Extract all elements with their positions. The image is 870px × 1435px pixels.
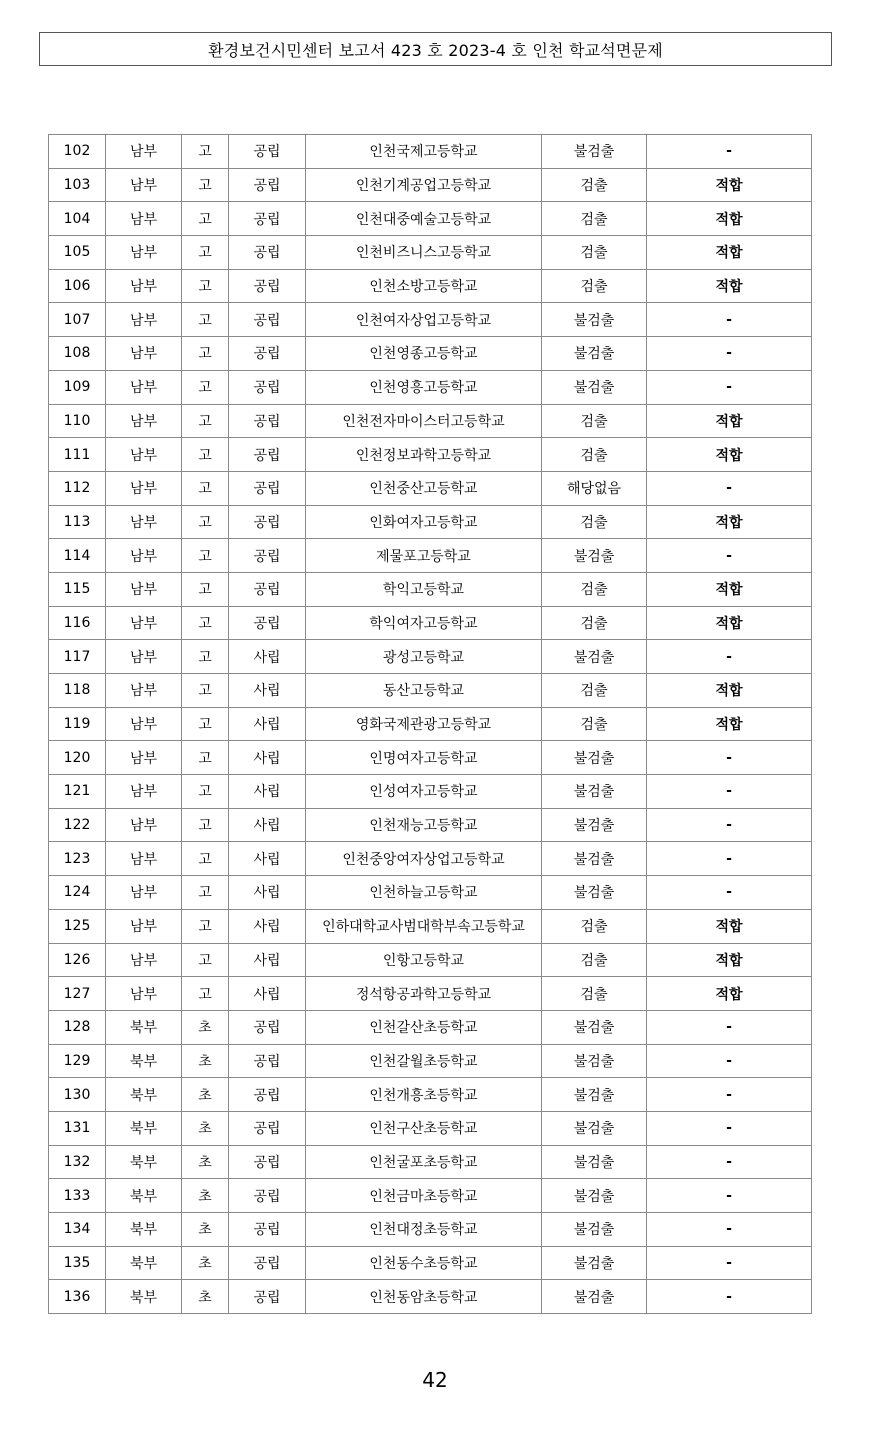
table-row [49,572,812,606]
table-row [49,1145,812,1179]
row-number-cell: 135 [49,1246,106,1280]
school-level-cell: 고 [182,404,229,438]
table-row [49,1246,812,1280]
region-cell: 남부 [106,202,182,236]
region-cell: 남부 [106,135,182,169]
region-cell: 남부 [106,909,182,943]
row-number-cell: 125 [49,909,106,943]
row-number-cell: 122 [49,808,106,842]
school-level-cell: 고 [182,135,229,169]
region-cell: 북부 [106,1246,182,1280]
table-row [49,606,812,640]
school-name-cell: 인천기계공업고등학교 [306,168,542,202]
region-cell: 남부 [106,168,182,202]
table-row [49,370,812,404]
suitability-cell: 적합 [647,505,812,539]
region-cell: 북부 [106,1179,182,1213]
row-number-cell: 117 [49,640,106,674]
row-number-cell: 126 [49,943,106,977]
row-number-cell: 107 [49,303,106,337]
school-level-cell: 고 [182,640,229,674]
table-row [49,1078,812,1112]
row-number-cell: 131 [49,1111,106,1145]
school-name-cell: 인천갈월초등학교 [306,1044,542,1078]
detection-status-cell: 검출 [542,909,647,943]
region-cell: 남부 [106,640,182,674]
table-row [49,640,812,674]
school-level-cell: 고 [182,775,229,809]
school-level-cell: 고 [182,741,229,775]
school-level-cell: 고 [182,303,229,337]
detection-status-cell: 불검출 [542,1280,647,1314]
ownership-cell: 공립 [229,1145,306,1179]
suitability-cell: - [647,741,812,775]
suitability-cell: 적합 [647,202,812,236]
row-number-cell: 112 [49,471,106,505]
detection-status-cell: 검출 [542,606,647,640]
detection-status-cell: 검출 [542,438,647,472]
report-header [39,32,832,66]
ownership-cell: 사립 [229,876,306,910]
school-name-cell: 영화국제관광고등학교 [306,707,542,741]
region-cell: 남부 [106,370,182,404]
ownership-cell: 사립 [229,909,306,943]
row-number-cell: 134 [49,1213,106,1247]
region-cell: 남부 [106,876,182,910]
table-row [49,842,812,876]
table-row [49,539,812,573]
suitability-cell: - [647,471,812,505]
ownership-cell: 사립 [229,741,306,775]
detection-status-cell: 불검출 [542,876,647,910]
region-cell: 북부 [106,1111,182,1145]
school-level-cell: 초 [182,1179,229,1213]
ownership-cell: 사립 [229,808,306,842]
table-row [49,1010,812,1044]
ownership-cell: 공립 [229,606,306,640]
suitability-cell: - [647,370,812,404]
school-level-cell: 고 [182,808,229,842]
ownership-cell: 공립 [229,1213,306,1247]
suitability-cell: 적합 [647,606,812,640]
detection-status-cell: 불검출 [542,1246,647,1280]
school-level-cell: 고 [182,876,229,910]
table-row [49,943,812,977]
detection-status-cell: 검출 [542,202,647,236]
table-row [49,337,812,371]
suitability-cell: - [647,775,812,809]
region-cell: 남부 [106,741,182,775]
region-cell: 남부 [106,269,182,303]
suitability-cell: 적합 [647,269,812,303]
suitability-cell: - [647,135,812,169]
school-level-cell: 고 [182,707,229,741]
school-level-cell: 초 [182,1246,229,1280]
table-row [49,404,812,438]
detection-status-cell: 검출 [542,707,647,741]
region-cell: 북부 [106,1213,182,1247]
table-row [49,236,812,270]
detection-status-cell: 검출 [542,269,647,303]
ownership-cell: 공립 [229,1078,306,1112]
region-cell: 남부 [106,977,182,1011]
suitability-cell: - [647,1111,812,1145]
detection-status-cell: 검출 [542,404,647,438]
table-row [49,303,812,337]
region-cell: 남부 [106,606,182,640]
detection-status-cell: 불검출 [542,1044,647,1078]
region-cell: 북부 [106,1280,182,1314]
table-row [49,741,812,775]
table-row [49,471,812,505]
suitability-cell: - [647,1078,812,1112]
detection-status-cell: 불검출 [542,1078,647,1112]
ownership-cell: 사립 [229,640,306,674]
school-level-cell: 초 [182,1280,229,1314]
detection-status-cell: 해당없음 [542,471,647,505]
suitability-cell: - [647,808,812,842]
school-name-cell: 인천갈산초등학교 [306,1010,542,1044]
region-cell: 남부 [106,471,182,505]
ownership-cell: 공립 [229,1044,306,1078]
school-level-cell: 고 [182,505,229,539]
school-level-cell: 고 [182,606,229,640]
school-name-cell: 인천대중예술고등학교 [306,202,542,236]
detection-status-cell: 불검출 [542,640,647,674]
suitability-cell: - [647,303,812,337]
school-level-cell: 고 [182,438,229,472]
school-name-cell: 인천재능고등학교 [306,808,542,842]
school-name-cell: 인천구산초등학교 [306,1111,542,1145]
school-level-cell: 고 [182,202,229,236]
table-row [49,775,812,809]
suitability-cell: - [647,539,812,573]
ownership-cell: 공립 [229,1246,306,1280]
school-level-cell: 고 [182,337,229,371]
suitability-cell: - [647,1044,812,1078]
ownership-cell: 공립 [229,1010,306,1044]
table-row [49,1179,812,1213]
school-name-cell: 인하대학교사범대학부속고등학교 [306,909,542,943]
row-number-cell: 106 [49,269,106,303]
table-row [49,1280,812,1314]
school-name-cell: 광성고등학교 [306,640,542,674]
detection-status-cell: 불검출 [542,1111,647,1145]
school-name-cell: 인천영흥고등학교 [306,370,542,404]
detection-status-cell: 불검출 [542,370,647,404]
region-cell: 남부 [106,674,182,708]
ownership-cell: 공립 [229,572,306,606]
detection-status-cell: 불검출 [542,303,647,337]
suitability-cell: - [647,1010,812,1044]
row-number-cell: 136 [49,1280,106,1314]
school-name-cell: 인천하늘고등학교 [306,876,542,910]
detection-status-cell: 불검출 [542,1179,647,1213]
region-cell: 남부 [106,842,182,876]
school-name-cell: 인천대정초등학교 [306,1213,542,1247]
row-number-cell: 128 [49,1010,106,1044]
suitability-cell: 적합 [647,707,812,741]
school-name-cell: 인천동수초등학교 [306,1246,542,1280]
table-row [49,707,812,741]
school-level-cell: 초 [182,1010,229,1044]
detection-status-cell: 검출 [542,236,647,270]
school-name-cell: 인천전자마이스터고등학교 [306,404,542,438]
ownership-cell: 공립 [229,135,306,169]
region-cell: 남부 [106,808,182,842]
school-name-cell: 학익여자고등학교 [306,606,542,640]
row-number-cell: 120 [49,741,106,775]
detection-status-cell: 불검출 [542,842,647,876]
table-row [49,808,812,842]
row-number-cell: 130 [49,1078,106,1112]
region-cell: 북부 [106,1145,182,1179]
suitability-cell: - [647,842,812,876]
detection-status-cell: 검출 [542,943,647,977]
school-name-cell: 인화여자고등학교 [306,505,542,539]
report-title: 환경보건시민센터 보고서 423 호 2023-4 호 인천 학교석면문제 [208,40,663,60]
detection-status-cell: 불검출 [542,539,647,573]
suitability-cell: 적합 [647,236,812,270]
school-level-cell: 고 [182,236,229,270]
school-name-cell: 학익고등학교 [306,572,542,606]
row-number-cell: 116 [49,606,106,640]
suitability-cell: - [647,1213,812,1247]
row-number-cell: 115 [49,572,106,606]
ownership-cell: 공립 [229,471,306,505]
row-number-cell: 119 [49,707,106,741]
suitability-cell: 적합 [647,674,812,708]
table-row [49,269,812,303]
school-level-cell: 초 [182,1213,229,1247]
row-number-cell: 123 [49,842,106,876]
school-name-cell: 인명여자고등학교 [306,741,542,775]
detection-status-cell: 불검출 [542,808,647,842]
row-number-cell: 127 [49,977,106,1011]
detection-status-cell: 불검출 [542,775,647,809]
table-row [49,135,812,169]
ownership-cell: 공립 [229,404,306,438]
region-cell: 남부 [106,775,182,809]
school-level-cell: 고 [182,370,229,404]
detection-status-cell: 불검출 [542,337,647,371]
school-level-cell: 고 [182,269,229,303]
suitability-cell: 적합 [647,572,812,606]
school-level-cell: 고 [182,977,229,1011]
row-number-cell: 124 [49,876,106,910]
region-cell: 남부 [106,707,182,741]
school-level-cell: 고 [182,842,229,876]
row-number-cell: 110 [49,404,106,438]
suitability-cell: - [647,1246,812,1280]
ownership-cell: 공립 [229,202,306,236]
region-cell: 남부 [106,572,182,606]
detection-status-cell: 검출 [542,674,647,708]
school-name-cell: 인천금마초등학교 [306,1179,542,1213]
school-level-cell: 고 [182,943,229,977]
row-number-cell: 104 [49,202,106,236]
detection-status-cell: 불검출 [542,1145,647,1179]
table-row [49,876,812,910]
row-number-cell: 111 [49,438,106,472]
region-cell: 남부 [106,505,182,539]
table-row [49,438,812,472]
region-cell: 북부 [106,1010,182,1044]
ownership-cell: 공립 [229,505,306,539]
detection-status-cell: 검출 [542,168,647,202]
table-row [49,1111,812,1145]
ownership-cell: 공립 [229,269,306,303]
table-row [49,674,812,708]
school-asbestos-table [48,134,812,1314]
detection-status-cell: 불검출 [542,1010,647,1044]
ownership-cell: 공립 [229,1179,306,1213]
school-level-cell: 고 [182,168,229,202]
suitability-cell: 적합 [647,438,812,472]
table-body [49,135,812,1314]
detection-status-cell: 검출 [542,572,647,606]
row-number-cell: 118 [49,674,106,708]
school-level-cell: 고 [182,471,229,505]
school-level-cell: 고 [182,909,229,943]
ownership-cell: 공립 [229,438,306,472]
suitability-cell: - [647,1179,812,1213]
table-row [49,505,812,539]
school-level-cell: 초 [182,1044,229,1078]
row-number-cell: 121 [49,775,106,809]
region-cell: 남부 [106,539,182,573]
table-row [49,909,812,943]
suitability-cell: 적합 [647,909,812,943]
region-cell: 남부 [106,236,182,270]
row-number-cell: 132 [49,1145,106,1179]
school-name-cell: 인천비즈니스고등학교 [306,236,542,270]
suitability-cell: - [647,1145,812,1179]
school-name-cell: 인천정보과학고등학교 [306,438,542,472]
school-name-cell: 동산고등학교 [306,674,542,708]
school-name-cell: 인천여자상업고등학교 [306,303,542,337]
suitability-cell: - [647,876,812,910]
table-row [49,1213,812,1247]
suitability-cell: - [647,640,812,674]
school-name-cell: 인천영종고등학교 [306,337,542,371]
school-name-cell: 정석항공과학고등학교 [306,977,542,1011]
ownership-cell: 사립 [229,707,306,741]
school-level-cell: 고 [182,539,229,573]
detection-status-cell: 불검출 [542,135,647,169]
school-name-cell: 인천중산고등학교 [306,471,542,505]
ownership-cell: 공립 [229,1280,306,1314]
school-name-cell: 인천중앙여자상업고등학교 [306,842,542,876]
table-row [49,977,812,1011]
row-number-cell: 103 [49,168,106,202]
region-cell: 남부 [106,404,182,438]
ownership-cell: 공립 [229,303,306,337]
region-cell: 북부 [106,1044,182,1078]
suitability-cell: 적합 [647,404,812,438]
page-number: 42 [422,1368,448,1392]
row-number-cell: 109 [49,370,106,404]
school-level-cell: 초 [182,1111,229,1145]
region-cell: 남부 [106,337,182,371]
suitability-cell: 적합 [647,943,812,977]
ownership-cell: 사립 [229,775,306,809]
ownership-cell: 공립 [229,168,306,202]
school-name-cell: 인천국제고등학교 [306,135,542,169]
suitability-cell: - [647,1280,812,1314]
table-row [49,168,812,202]
school-name-cell: 인천소방고등학교 [306,269,542,303]
school-level-cell: 고 [182,572,229,606]
detection-status-cell: 불검출 [542,1213,647,1247]
table-row [49,202,812,236]
ownership-cell: 사립 [229,977,306,1011]
school-name-cell: 인천동암초등학교 [306,1280,542,1314]
row-number-cell: 102 [49,135,106,169]
school-name-cell: 인천개흥초등학교 [306,1078,542,1112]
suitability-cell: 적합 [647,977,812,1011]
suitability-cell: 적합 [647,168,812,202]
ownership-cell: 사립 [229,943,306,977]
school-name-cell: 인성여자고등학교 [306,775,542,809]
row-number-cell: 129 [49,1044,106,1078]
ownership-cell: 공립 [229,1111,306,1145]
ownership-cell: 공립 [229,370,306,404]
region-cell: 북부 [106,1078,182,1112]
school-level-cell: 초 [182,1145,229,1179]
region-cell: 남부 [106,438,182,472]
row-number-cell: 105 [49,236,106,270]
region-cell: 남부 [106,943,182,977]
school-level-cell: 고 [182,674,229,708]
school-name-cell: 인항고등학교 [306,943,542,977]
row-number-cell: 108 [49,337,106,371]
school-name-cell: 제물포고등학교 [306,539,542,573]
school-level-cell: 초 [182,1078,229,1112]
detection-status-cell: 검출 [542,505,647,539]
ownership-cell: 공립 [229,539,306,573]
ownership-cell: 공립 [229,236,306,270]
region-cell: 남부 [106,303,182,337]
suitability-cell: - [647,337,812,371]
table-row [49,1044,812,1078]
row-number-cell: 114 [49,539,106,573]
row-number-cell: 113 [49,505,106,539]
detection-status-cell: 불검출 [542,741,647,775]
ownership-cell: 사립 [229,842,306,876]
ownership-cell: 공립 [229,337,306,371]
ownership-cell: 사립 [229,674,306,708]
detection-status-cell: 검출 [542,977,647,1011]
row-number-cell: 133 [49,1179,106,1213]
school-name-cell: 인천굴포초등학교 [306,1145,542,1179]
